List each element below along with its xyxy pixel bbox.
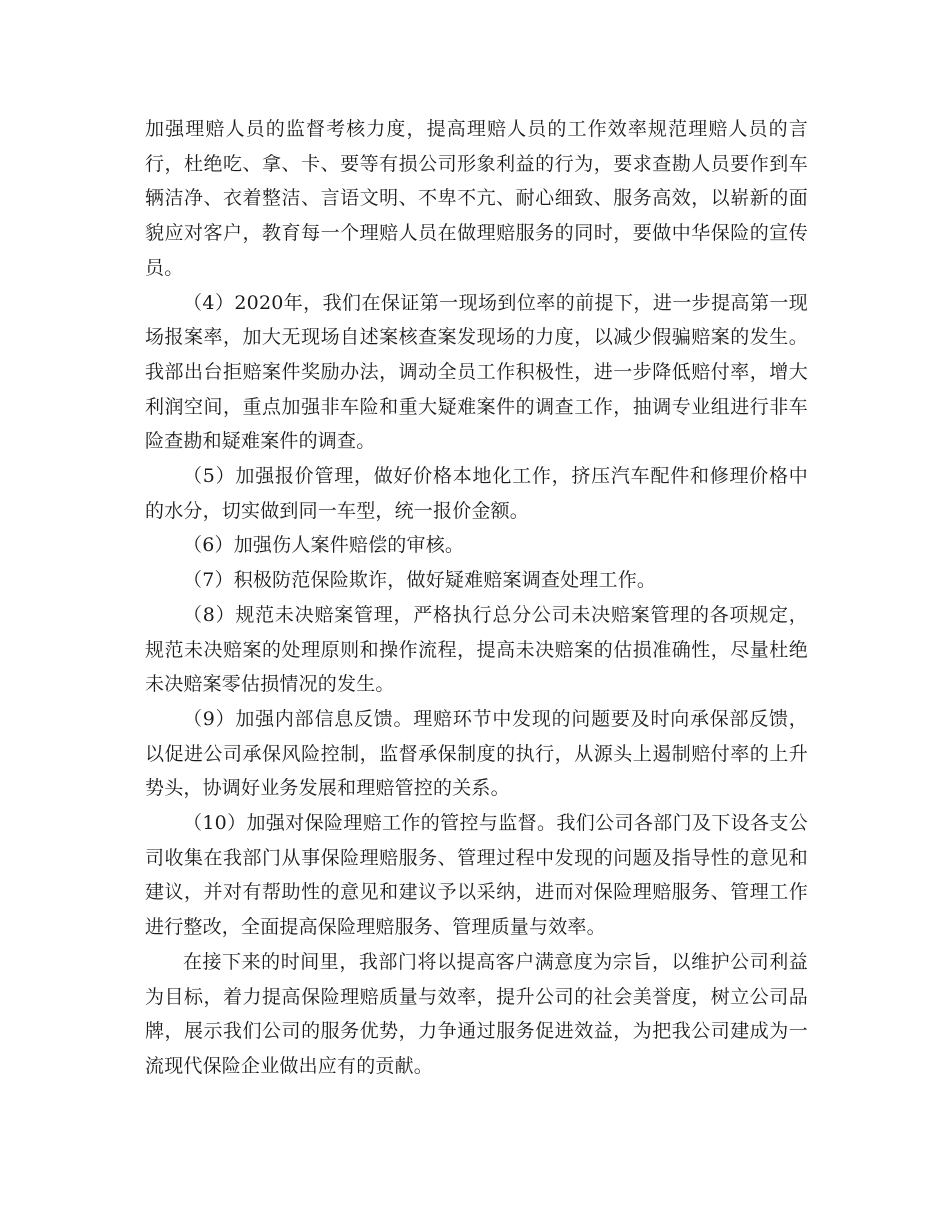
paragraph-conclusion: 在接下来的时间里，我部门将以提高客户满意度为宗旨，以维护公司利益为目标，着力提高保险理赔质量与效率，提升公司的社会美誉度，树立公司品牌，展示我们公司的服务优势，力争通过服务促进效益，为把我公司建成为一流现代保险企业做出应有的贡献。 <box>145 950 808 1077</box>
paragraph-item-4: （4）2020年，我们在保证第一现场到位率的前提下，进一步提高第一现场报案率，加大无现场自述案核查案发现场的力度，以减少假骗赔案的发生。我部出台拒赔案件奖励办法，调动全员工作积极性，进一步降低赔付率，增大利润空间，重点加强非车险和重大疑难案件的调查工作，抽调专业组进行非车险查勘和疑难案件的调查。 <box>145 291 808 453</box>
paragraph-item-9: （9）加强内部信息反馈。理赔环节中发现的问题要及时向承保部反馈，以促进公司承保风险控制，监督承保制度的执行，从源头上遏制赔付率的上升势头，协调好业务发展和理赔管控的关系。 <box>145 707 808 800</box>
paragraph-item-10: （10）加强对保险理赔工作的管控与监督。我们公司各部门及下设各支公司收集在我部门从事保险理赔服务、管理过程中发现的问题及指导性的意见和建议，并对有帮助性的意见和建议予以采纳，进而对保险理赔服务、管理工作进行整改，全面提高保险理赔服务、管理质量与效率。 <box>145 812 808 939</box>
paragraph-item-7: （7）积极防范保险欺诈，做好疑难赔案调查处理工作。 <box>183 569 657 592</box>
paragraph-item-8: （8）规范未决赔案管理，严格执行总分公司未决赔案管理的各项规定，规范未决赔案的处理原则和操作流程，提高未决赔案的估损准确性，尽量杜绝未决赔案零估损情况的发生。 <box>145 603 808 696</box>
paragraph-item-5: （5）加强报价管理，做好价格本地化工作，挤压汽车配件和修理价格中的水分，切实做到同一车型，统一报价金额。 <box>145 465 808 522</box>
paragraph-item-6: （6）加强伤人案件赔偿的审核。 <box>183 534 465 557</box>
paragraph-continuation: 加强理赔人员的监督考核力度，提高理赔人员的工作效率规范理赔人员的言行，杜绝吃、拿、卡、要等有损公司形象利益的行为，要求查勘人员要作到车辆洁净、衣着整洁、言语文明、不卑不亢、耐心细致、服务高效，以崭新的面貌应对客户，教育每一个理赔人员在做理赔服务的同时，要做中华保险的宣传员。 <box>145 118 808 279</box>
